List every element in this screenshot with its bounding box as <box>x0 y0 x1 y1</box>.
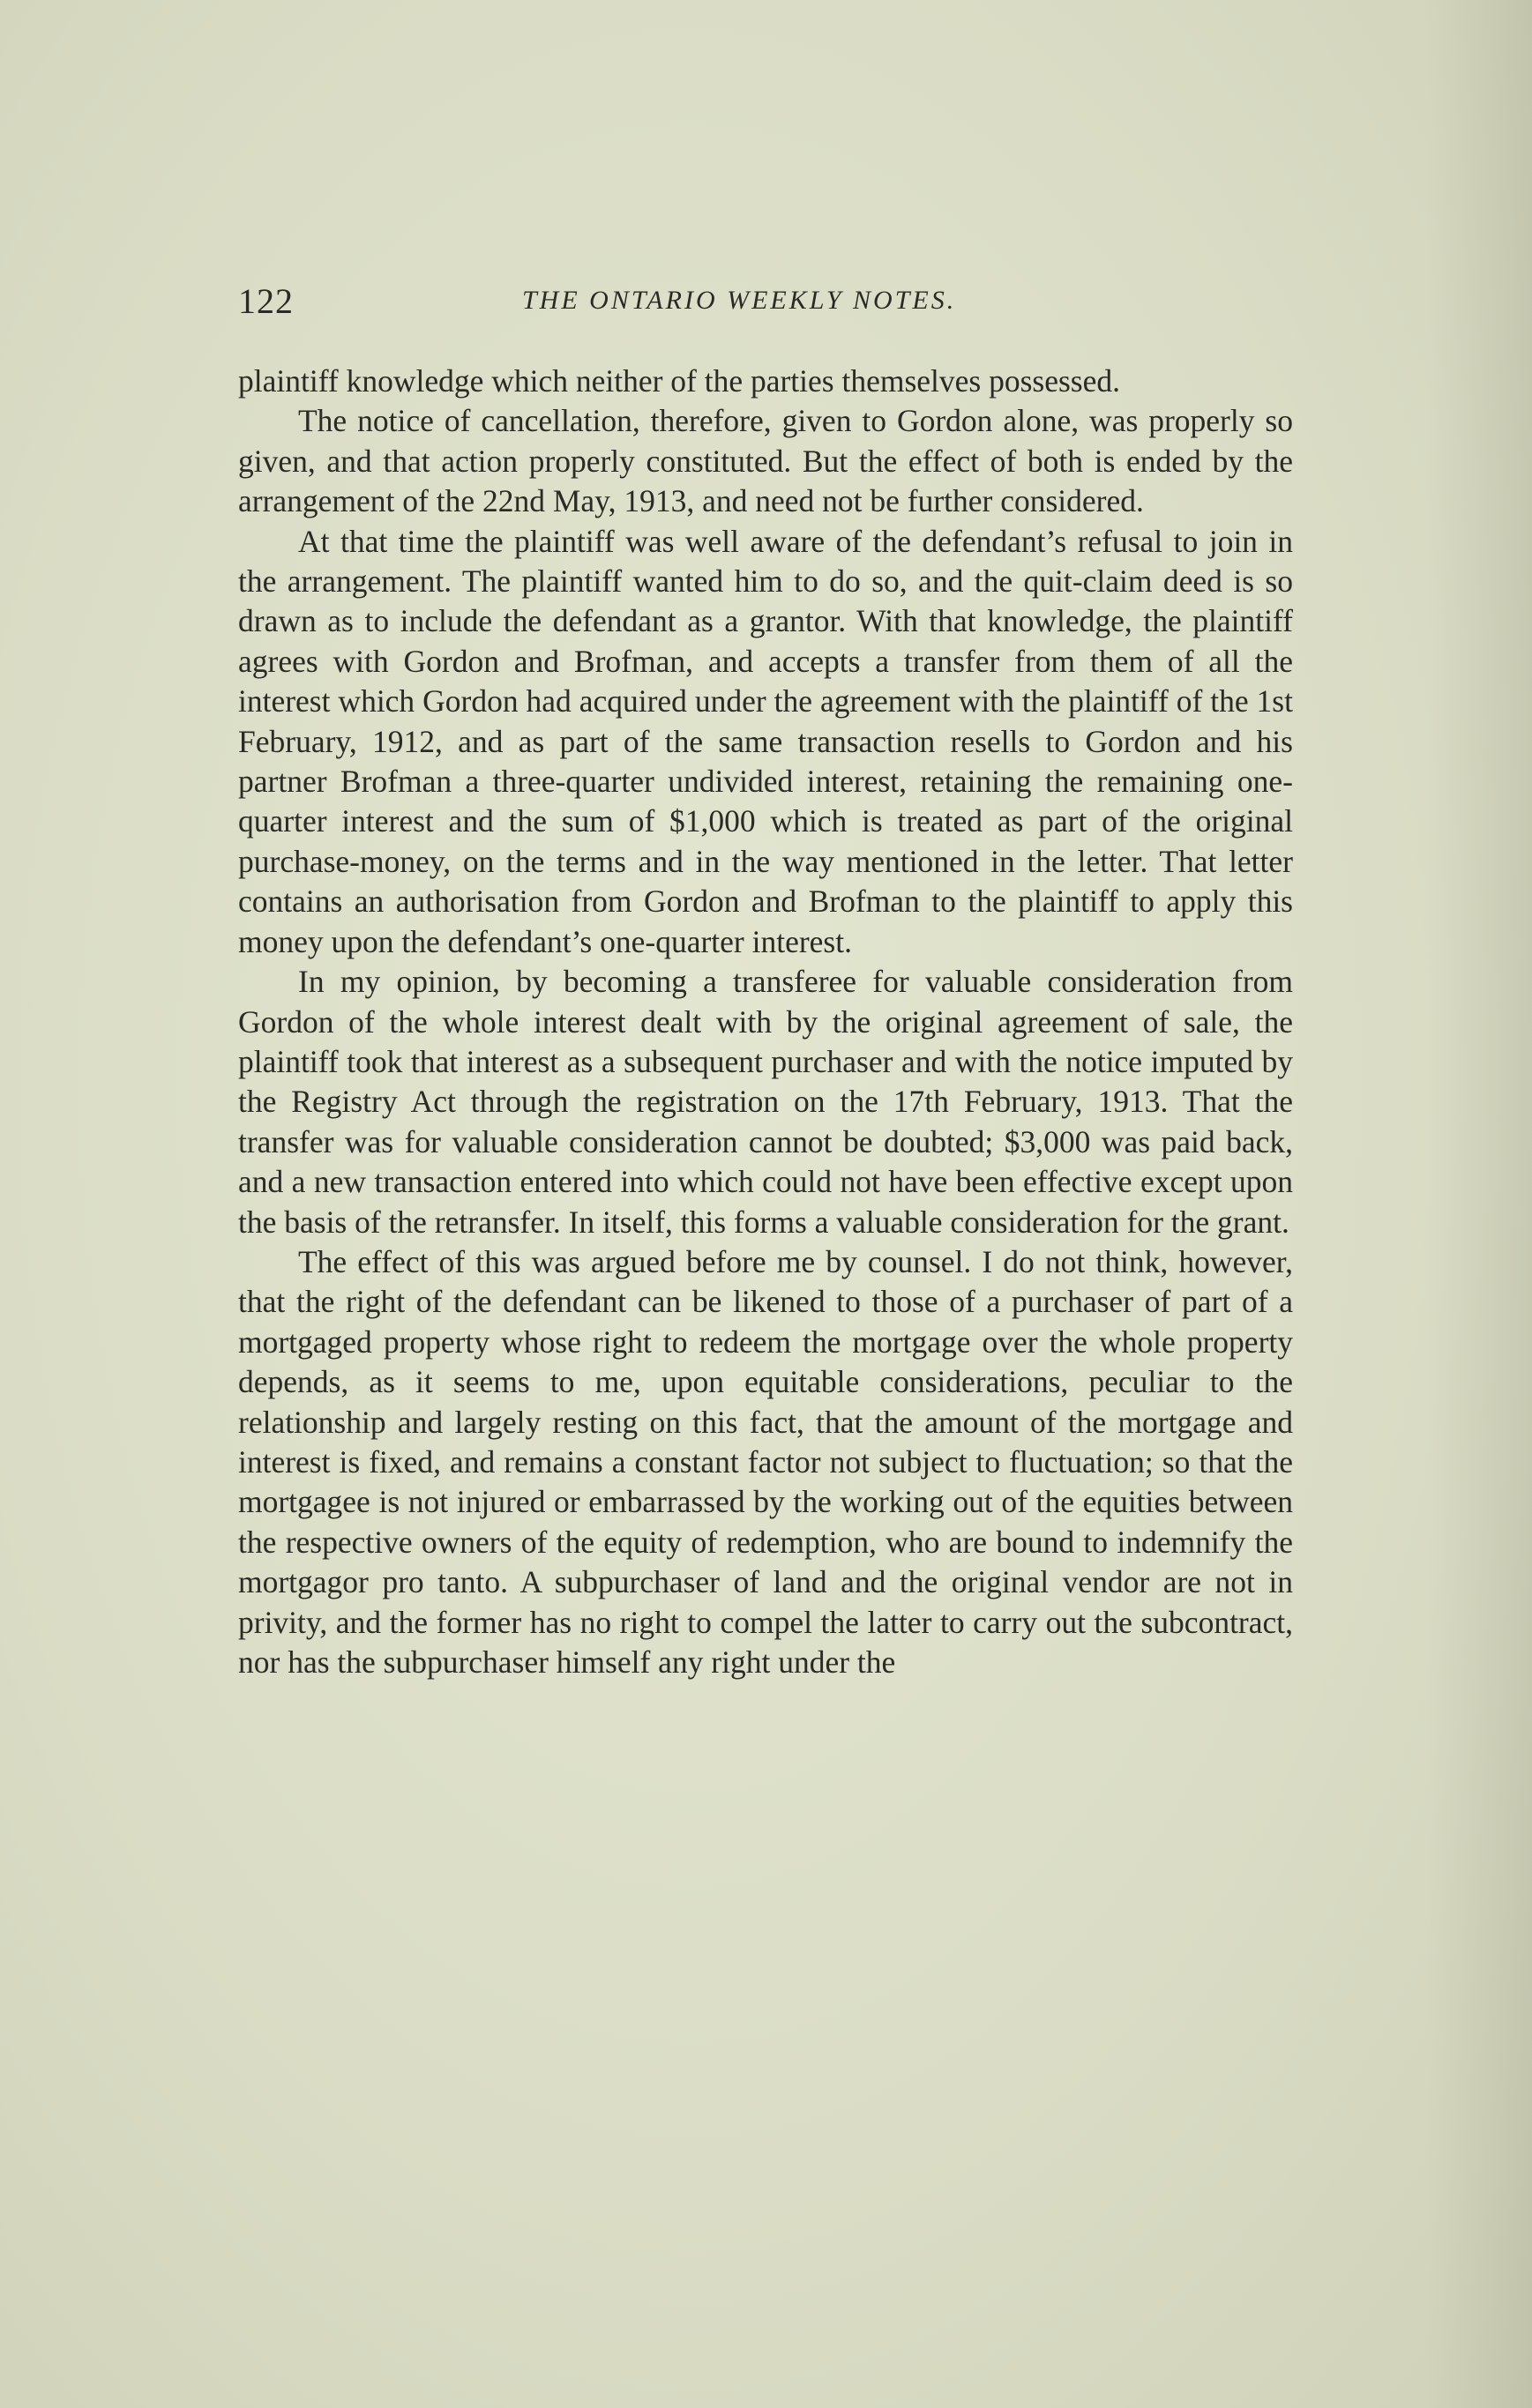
paragraph-2: The notice of cancellation, therefore, given to Gordon alone, was properly so given, and that action properly constituted. But the effect of both is ended by the arrangement of the 22nd May, 1913, and need not be further considered. <box>238 403 1293 519</box>
paragraph-3: At that time the plaintiff was well aware of the defendant’s refusal to join in the arrangement. The plaintiff wanted him to do so, and the quit-claim deed is so drawn as to include the defendant as a grantor. With that knowledge, the plaintiff agrees with Gordon and Brofman, and accepts a transfer from them of all the interest which Gordon had acquired under the agreement with the plaintiff of the 1st February, 1912, and as part of the same transaction resells to Gordon and his partner Brofman a three-quarter undivided interest, retaining the remaining one-quarter interest and the sum of $1,000 which is treated as part of the original purchase-money, on the terms and in the way mentioned in the letter. That letter contains an authorisation from Gordon and Brofman to the plaintiff to apply this money upon the defendant’s one-quarter interest. <box>238 523 1293 959</box>
paragraph-5: The effect of this was argued before me by counsel. I do not think, however, that the right of the defendant can be likened to those of a purchaser of part of a mortgaged property whose right to redeem the mortgage over the whole property depends, as it seems to me, upon equitable considerations, peculiar to the relationship and largely resting on this fact, that the amount of the mortgage and interest is fixed, and remains a constant factor not subject to fluctuation; so that the mortgagee is not injured or embarrassed by the working out of the equities between the respective owners of the equity of redemption, who are bound to indemnify the mortgagor pro tanto. A subpurchaser of land and the original vendor are not in privity, and the former has no right to compel the latter to carry out the subcontract, nor has the subpurchaser himself any right under the <box>238 1243 1293 1680</box>
running-head: THE ONTARIO WEEKLY NOTES. <box>522 286 957 315</box>
page-edge-shadow <box>1426 0 1532 2408</box>
paragraph-1: plaintiff knowledge which neither of the parties themselves possessed. <box>238 363 1120 399</box>
page-number: 122 <box>238 281 294 321</box>
paragraph-4: In my opinion, by becoming a transferee for valuable consideration from Gordon of the whole interest dealt with by the original agreement of sale, the plaintiff took that interest as a subsequent purchaser and with the notice imputed by the Registry Act through the registration on the 17th February, 1913. That the transfer was for valuable consideration cannot be doubted; $3,000 was paid back, and a new transaction entered into which could not have been effective except upon the basis of the retransfer. In itself, this forms a valuable consideration for the grant. <box>238 964 1293 1240</box>
page-header <box>238 280 1293 324</box>
body-text <box>238 362 1293 1682</box>
